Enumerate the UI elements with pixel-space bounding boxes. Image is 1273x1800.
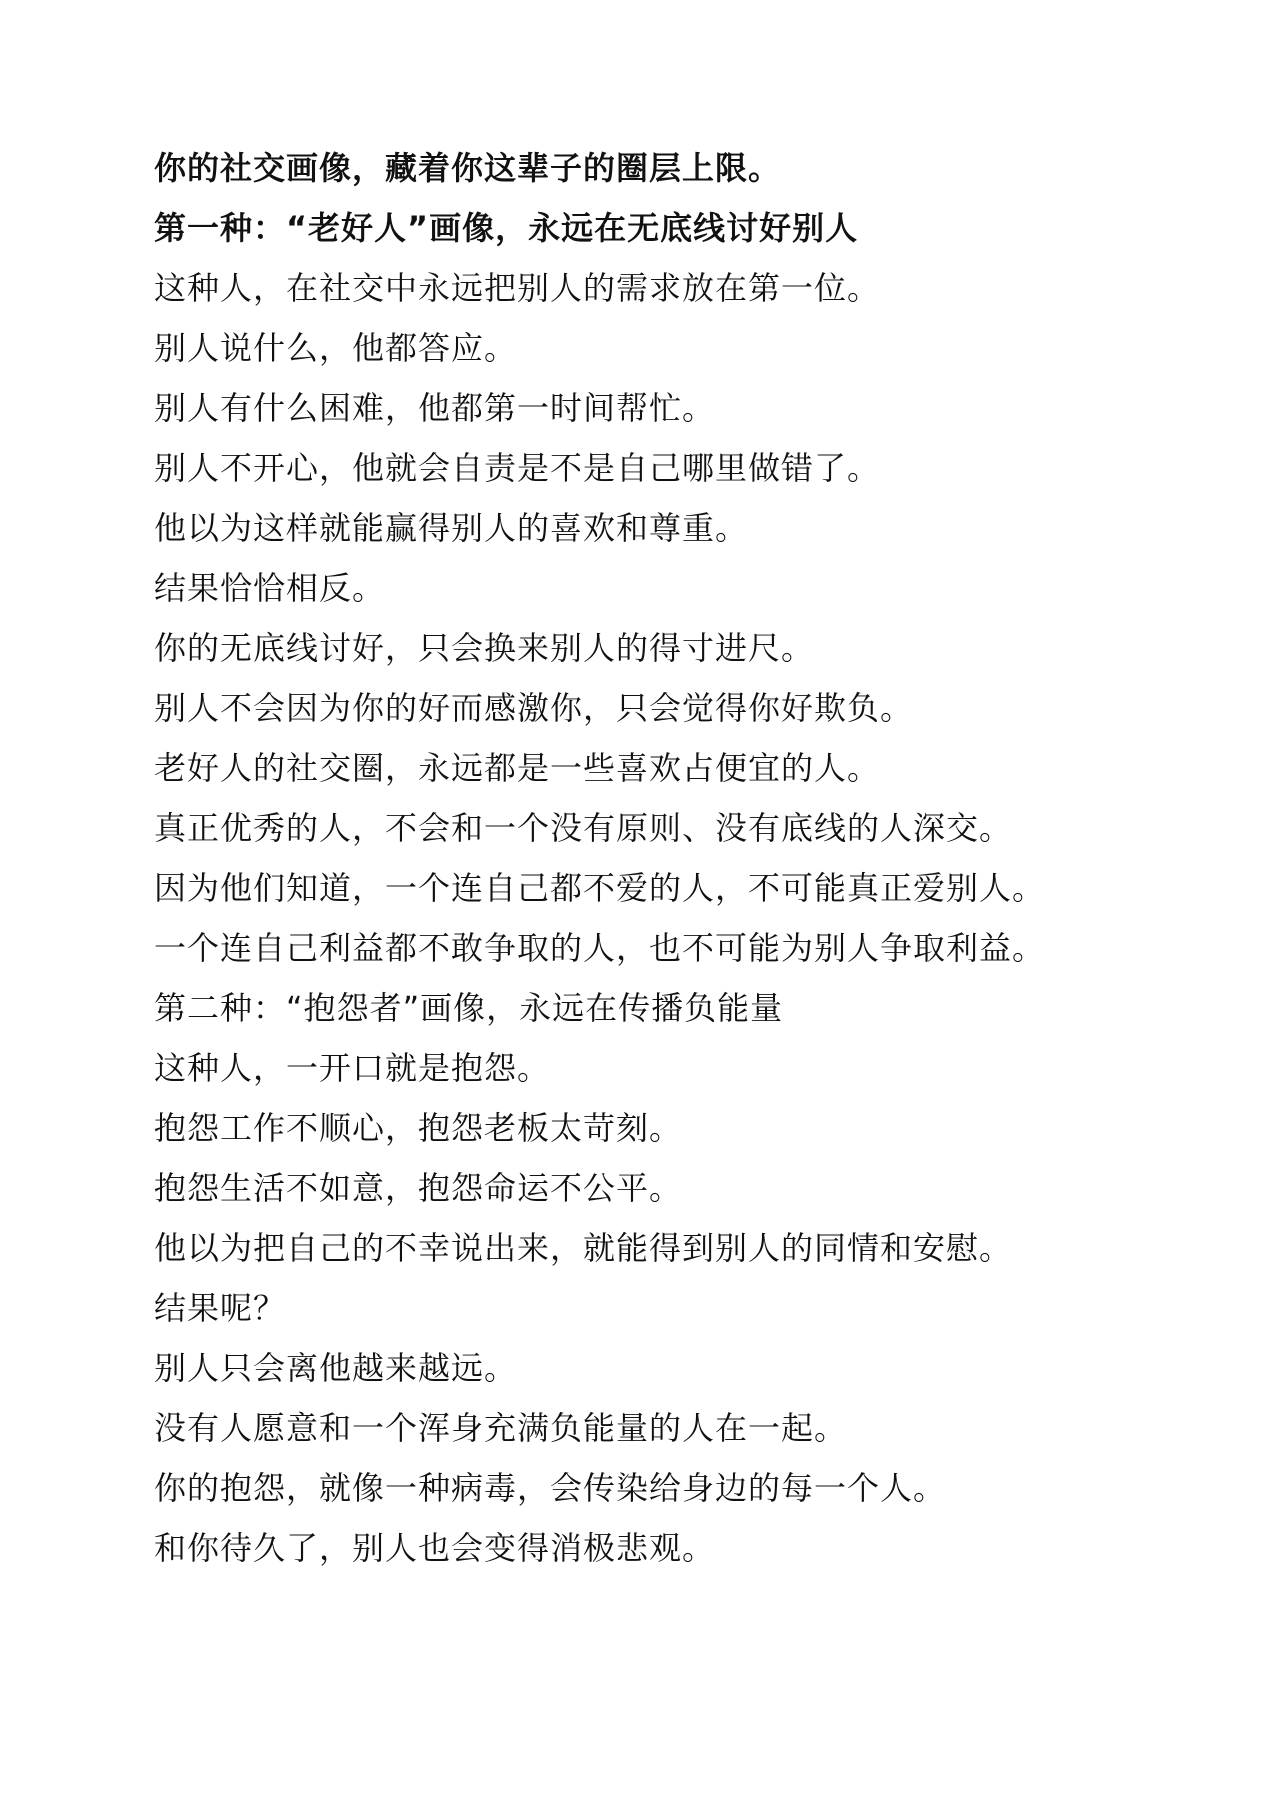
text-line: 他以为把自己的不幸说出来，就能得到别人的同情和安慰。 — [154, 1229, 1013, 1267]
text-line: 别人说什么，他都答应。 — [154, 329, 518, 367]
text-line: 别人只会离他越来越远。 — [154, 1349, 518, 1387]
text-line: 别人不开心，他就会自责是不是自己哪里做错了。 — [154, 449, 881, 487]
text-line: 你的无底线讨好，只会换来别人的得寸进尺。 — [154, 629, 815, 667]
text-line: 这种人，在社交中永远把别人的需求放在第一位。 — [154, 269, 881, 307]
text-line: 一个连自己利益都不敢争取的人，也不可能为别人争取利益。 — [154, 929, 1046, 967]
text-line: 没有人愿意和一个浑身充满负能量的人在一起。 — [154, 1409, 848, 1447]
text-line: 他以为这样就能赢得别人的喜欢和尊重。 — [154, 509, 749, 547]
text-line: 别人不会因为你的好而感激你，只会觉得你好欺负。 — [154, 689, 914, 727]
text-line: 结果恰恰相反。 — [154, 569, 386, 607]
text-line: 第二种：“抱怨者”画像，永远在传播负能量 — [154, 989, 784, 1027]
text-line: 抱怨生活不如意，抱怨命运不公平。 — [154, 1169, 683, 1207]
text-line: 你的抱怨，就像一种病毒，会传染给身边的每一个人。 — [154, 1469, 947, 1507]
document-title: 你的社交画像，藏着你这辈子的圈层上限。 — [154, 149, 782, 187]
text-line: 老好人的社交圈，永远都是一些喜欢占便宜的人。 — [154, 749, 881, 787]
section-heading: 第一种：“老好人”画像，永远在无底线讨好别人 — [154, 209, 859, 247]
text-line: 抱怨工作不顺心，抱怨老板太苛刻。 — [154, 1109, 683, 1147]
text-line: 真正优秀的人，不会和一个没有原则、没有底线的人深交。 — [154, 809, 1013, 847]
text-line: 因为他们知道，一个连自己都不爱的人，不可能真正爱别人。 — [154, 869, 1046, 907]
text-line: 和你待久了，别人也会变得消极悲观。 — [154, 1529, 716, 1567]
text-line: 结果呢？ — [154, 1289, 287, 1327]
document-body — [154, 148, 1234, 1588]
text-line: 这种人，一开口就是抱怨。 — [154, 1049, 551, 1087]
text-line: 别人有什么困难，他都第一时间帮忙。 — [154, 389, 716, 427]
